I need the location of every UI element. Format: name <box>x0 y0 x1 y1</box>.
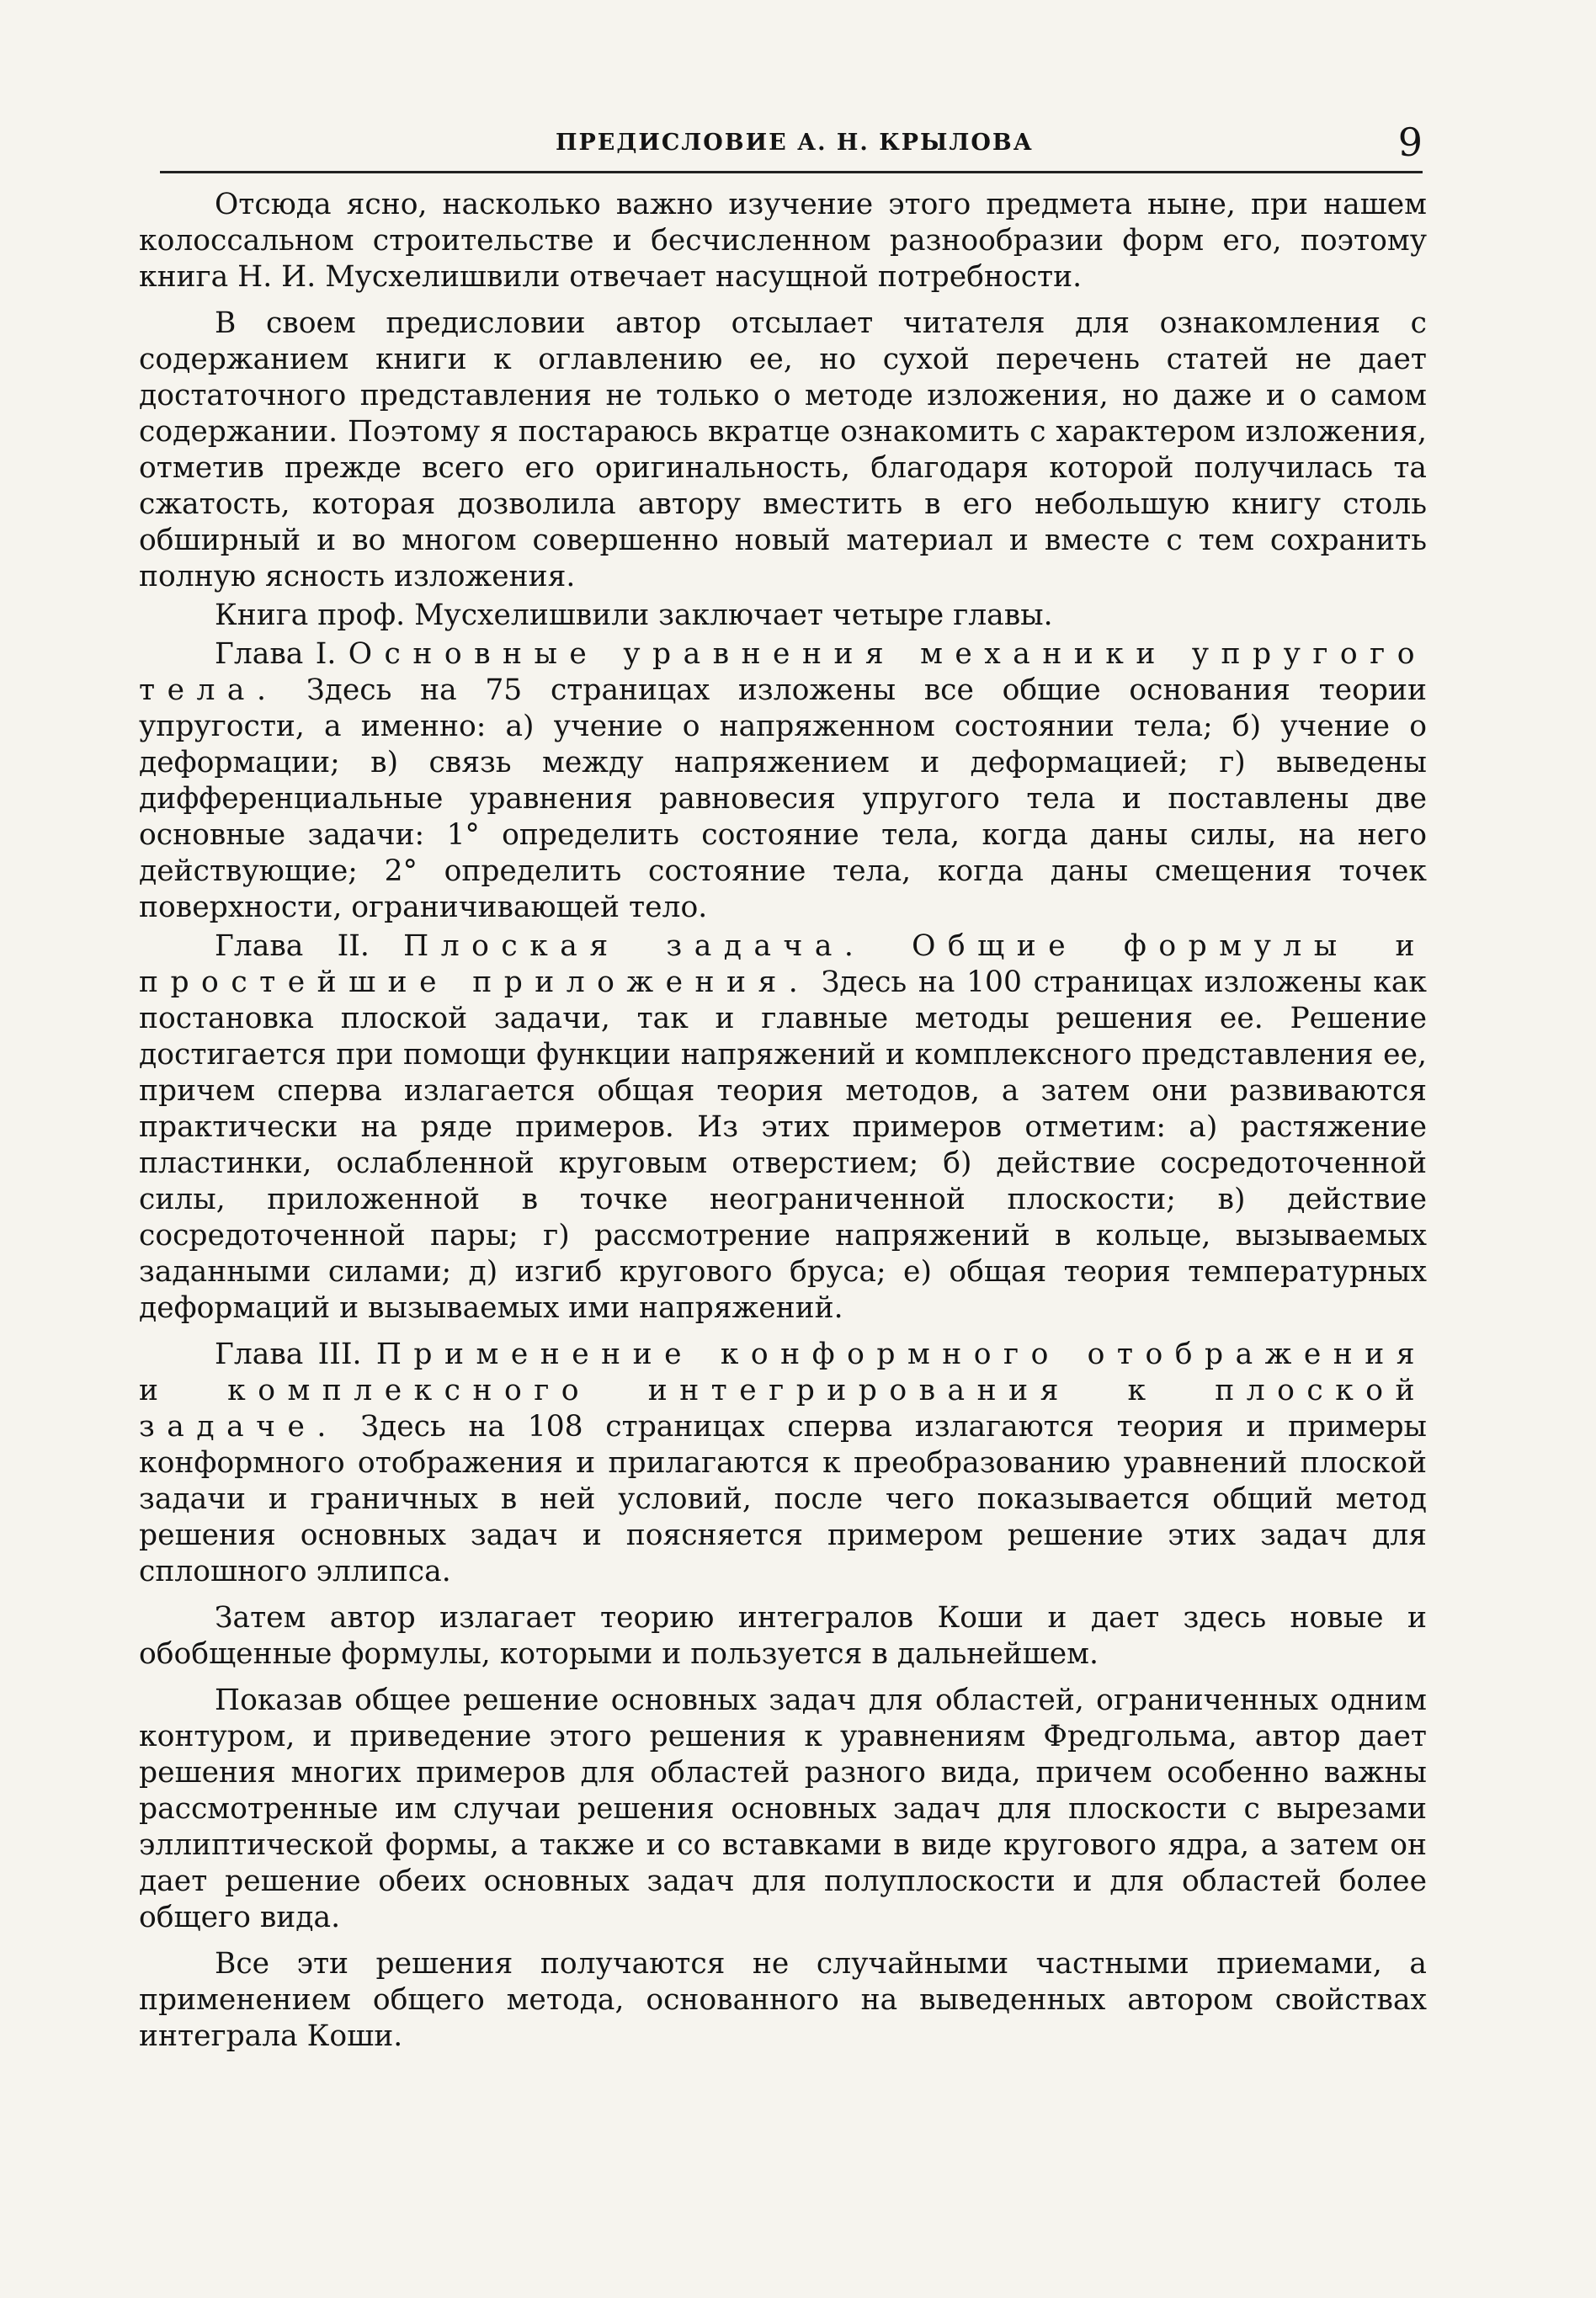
chapter-3-text: Здесь на 108 страницах сперва излагаются теория и примеры конформного отображения и прилагаются к преобразованию уравнений плоской задачи и граничных в ней условий, после чего показывается общий метод решения основных задач и поясняется примером решение этих задач для сплошного эллипса. <box>139 1410 1427 1588</box>
chapter-2-text: Здесь на 100 страницах изложены как постановка плоской задачи, так и главные методы решения ее. Решение достигается при помощи функции напряжений и комплексного представления ее, причем сперва излагается общая теория методов, а затем они развиваются практически на ряде примеров. Из этих примеров отметим: а) растяжение пластинки, ослабленной круговым отверстием; б) действие сосредоточенной силы, приложенной в точке неограниченной плоскости; в) действие сосредоточенной пары; г) рассмотрение напряжений в кольце, вызываемых заданными силами; д) изгиб кругового бруса; е) общая теория температурных деформаций и вызываемых ими напряжений. <box>139 965 1427 1325</box>
chapter-2-label: Глава II. <box>215 929 370 963</box>
body-text <box>139 187 1427 2065</box>
chapter-3-summary <box>139 1337 1427 1590</box>
chapter-1-label: Глава I. <box>215 637 337 671</box>
running-head <box>160 120 1423 175</box>
chapter-3-title: Применение конформного отображения и комплексного интегрирования к плоской задаче. <box>139 1338 1428 1444</box>
paragraph-2: В своем предисловии автор отсылает читателя для ознакомления с содержанием книги к оглавлению ее, но сухой перечень статей не дает достаточного представления не только о методе изложения, но даже и о самом содержании. Поэтому я постараюсь вкратце ознакомить с характером изложения, отметив прежде всего его оригинальность, благодаря которой получилась та сжатость, которая дозволила автору вместить в его небольшую книгу столь обширный и во многом совершенно новый материал и вместе с тем сохранить полную ясность изложения. <box>139 306 1427 593</box>
header-rule <box>160 171 1423 173</box>
chapter-1-summary <box>139 636 1427 926</box>
paragraph-6: Все эти решения получаются не случайными частными приемами, а применением общего метода, основанного на выведенных автором свойствах интеграла Коши. <box>139 1947 1427 2053</box>
chapter-1-text: Здесь на 75 страницах изложены все общие основания теории упругости, а именно: а) учение о напряженном состоянии тела; б) учение о деформации; в) связь между напряжением и деформацией; г) выведены дифференциальные уравнения равновесия упругого тела и поставлены две основные задачи: 1° определить состояние тела, когда даны силы, на него действующие; 2° определить состояние тела, когда даны смещения точек поверхности, ограничивающей тело. <box>139 673 1428 924</box>
running-title: ПРЕДИСЛОВИЕ А. Н. КРЫЛОВА <box>556 130 1034 156</box>
chapter-2-summary <box>139 928 1427 1327</box>
chapter-2-title: Плоская задача. Общие формулы и простейшие приложения. <box>139 929 1428 999</box>
paragraph-1: Отсюда ясно, насколько важно изучение этого предмета ныне, при нашем колоссальном строительстве и бесчисленном разнообразии форм его, поэтому книга Н. И. Мусхелишвили отвечает насущной потребности. <box>139 188 1427 294</box>
page-number: 9 <box>1397 120 1423 165</box>
chapter-1-title: Основные уравнения механики упругого тела. <box>139 637 1428 707</box>
paragraph-3: Книга проф. Мусхелишвили заключает четыре главы. <box>215 598 1053 632</box>
paragraph-4: Затем автор излагает теорию интегралов Коши и дает здесь новые и обобщенные формулы, которыми и пользуется в дальнейшем. <box>139 1601 1427 1671</box>
chapter-3-label: Глава III. <box>215 1338 362 1371</box>
paragraph-5: Показав общее решение основных задач для областей, ограниченных одним контуром, и приведение этого решения к уравнениям Фредгольма, автор дает решения многих примеров для областей разного вида, причем особенно важны рассмотренные им случаи решения основных задач для плоскости с вырезами эллиптической формы, а также и со вставками в виде кругового ядра, а затем он дает решение обеих основных задач для полуплоскости и для областей более общего вида. <box>139 1684 1427 1934</box>
